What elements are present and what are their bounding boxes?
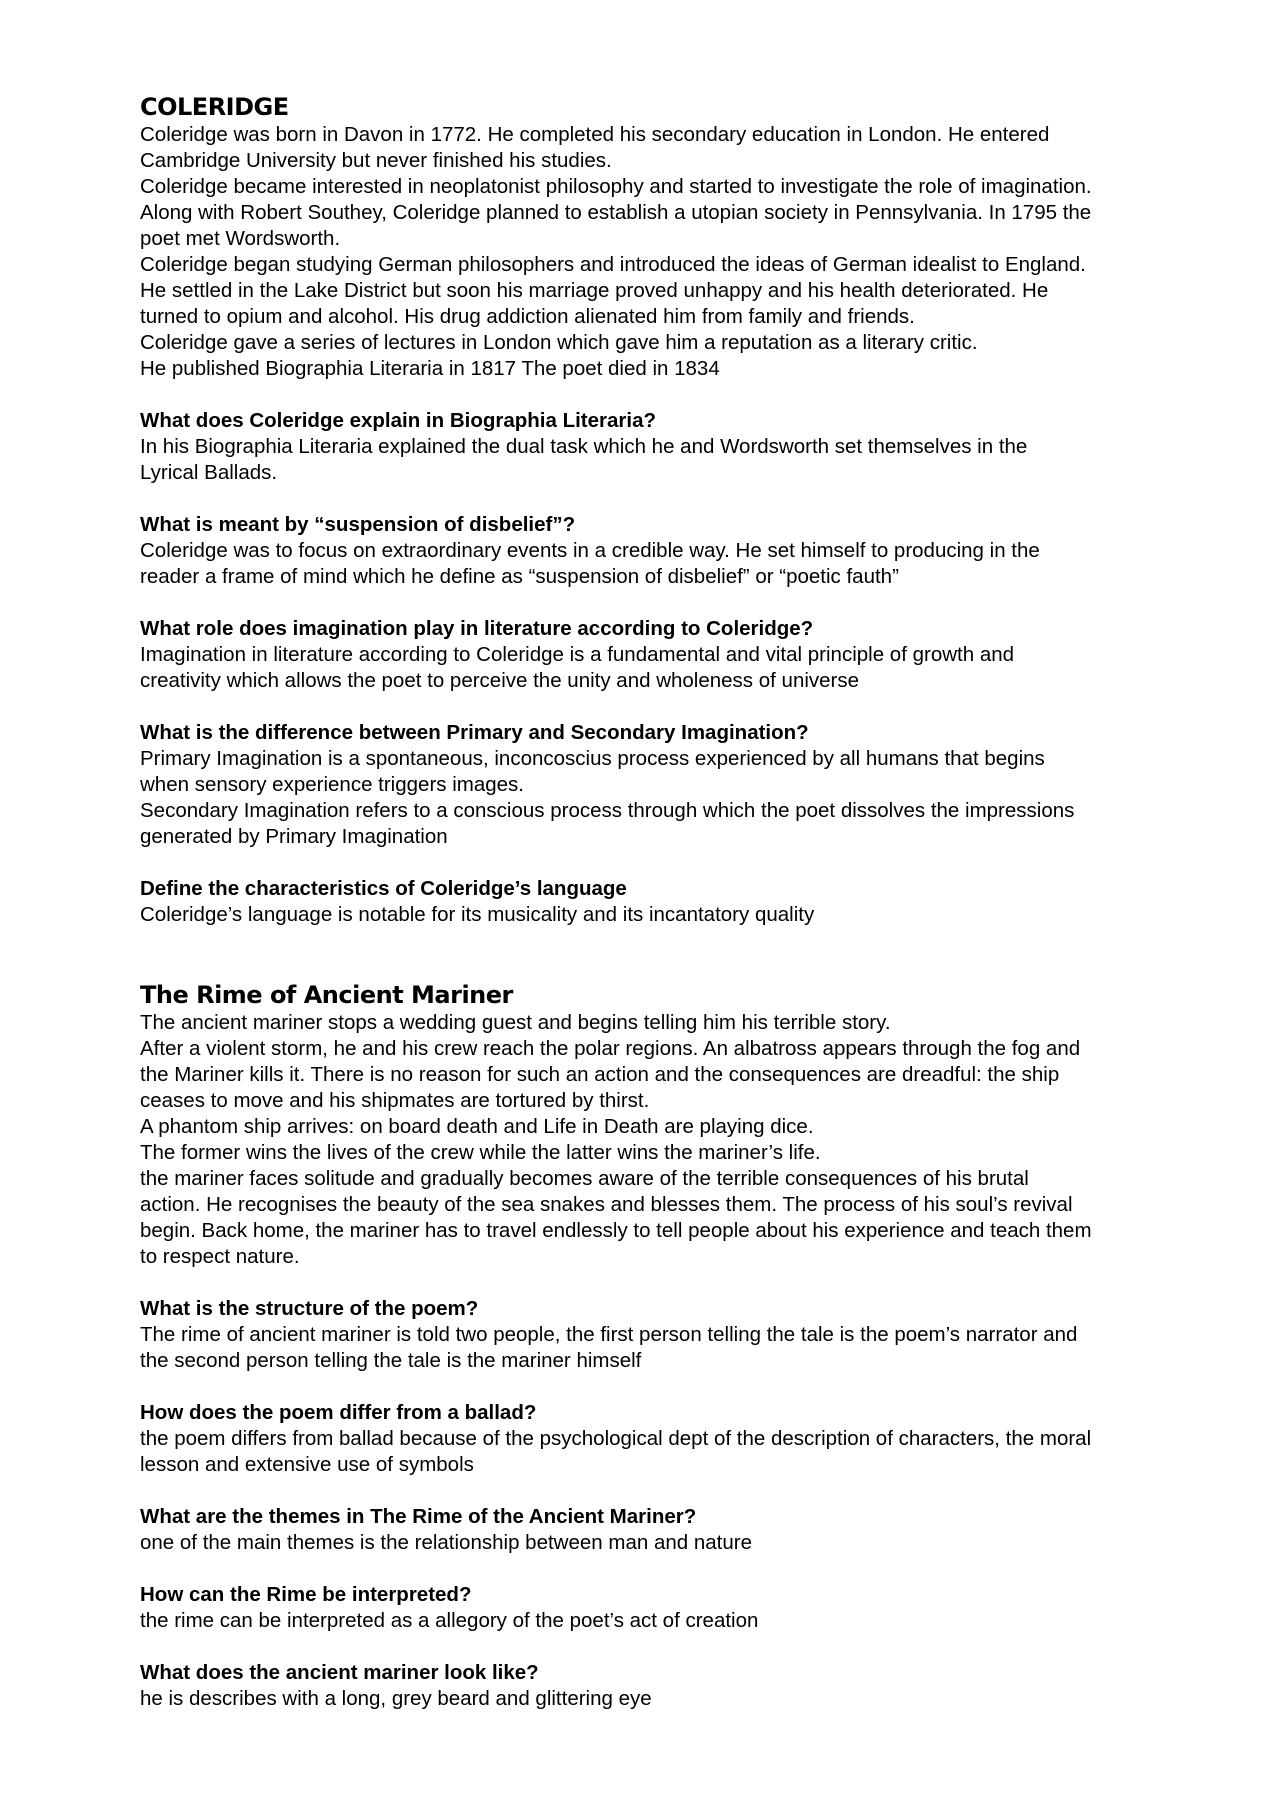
qa-block xyxy=(140,408,1200,486)
intro-line: ceases to move and his shipmates are tortured by thirst. xyxy=(140,1089,650,1112)
answer-line: the poem differs from ballad because of the psychological dept of the description of characters, the moral xyxy=(140,1427,1092,1450)
intro-line: After a violent storm, he and his crew reach the polar regions. An albatross appears through the fog and xyxy=(140,1037,1081,1060)
document-page xyxy=(140,88,1200,1712)
qa-block xyxy=(140,1504,1200,1556)
question: What are the themes in The Rime of the Ancient Mariner? xyxy=(140,1505,697,1528)
answer-line: the rime can be interpreted as a allegory of the poet’s act of creation xyxy=(140,1609,759,1632)
question: What is meant by “suspension of disbelief”? xyxy=(140,513,576,536)
qa-block xyxy=(140,1582,1200,1634)
qa-block xyxy=(140,720,1200,850)
intro-line: begin. Back home, the mariner has to travel endlessly to tell people about his experience and teach them xyxy=(140,1219,1092,1242)
answer-line: Imagination in literature according to Coleridge is a fundamental and vital principle of growth and xyxy=(140,643,1015,666)
question: What does Coleridge explain in Biographia Literaria? xyxy=(140,409,657,432)
intro-line: the Mariner kills it. There is no reason for such an action and the consequences are dreadful: the ship xyxy=(140,1063,1060,1086)
qa-block xyxy=(140,616,1200,694)
question: What is the structure of the poem? xyxy=(140,1297,479,1320)
answer-line: reader a frame of mind which he define as “suspension of disbelief” or “poetic fauth” xyxy=(140,565,899,588)
intro-line: the mariner faces solitude and gradually becomes aware of the terrible consequences of his brutal xyxy=(140,1167,1029,1190)
qa-block xyxy=(140,876,1200,928)
intro-line: The ancient mariner stops a wedding guest and begins telling him his terrible story. xyxy=(140,1011,891,1034)
question: What role does imagination play in literature according to Coleridge? xyxy=(140,617,814,640)
intro-line: He published Biographia Literaria in 1817 The poet died in 1834 xyxy=(140,357,720,380)
intro-line: A phantom ship arrives: on board death and Life in Death are playing dice. xyxy=(140,1115,814,1138)
answer-line: In his Biographia Literaria explained the dual task which he and Wordsworth set themselves in the xyxy=(140,435,1028,458)
qa-block xyxy=(140,1660,1200,1712)
question: What does the ancient mariner look like? xyxy=(140,1661,539,1684)
section-title: COLERIDGE xyxy=(140,93,289,121)
intro-line: Cambridge University but never finished his studies. xyxy=(140,149,612,172)
section-coleridge xyxy=(140,92,1200,928)
qa-block xyxy=(140,512,1200,590)
answer-line: The rime of ancient mariner is told two people, the first person telling the tale is the poem’s narrator and xyxy=(140,1323,1078,1346)
intro-line: Coleridge was born in Davon in 1772. He completed his secondary education in London. He entered xyxy=(140,123,1050,146)
intro-line: to respect nature. xyxy=(140,1245,300,1268)
intro-line: turned to opium and alcohol. His drug addiction alienated him from family and friends. xyxy=(140,305,915,328)
intro-line: He settled in the Lake District but soon his marriage proved unhappy and his health deteriorated. He xyxy=(140,279,1049,302)
answer-line: one of the main themes is the relationship between man and nature xyxy=(140,1531,752,1554)
question: What is the difference between Primary and Secondary Imagination? xyxy=(140,721,809,744)
question: How does the poem differ from a ballad? xyxy=(140,1401,537,1424)
answer-line: when sensory experience triggers images. xyxy=(140,773,524,796)
intro-line: Coleridge began studying German philosophers and introduced the ideas of German idealist to England. xyxy=(140,253,1086,276)
intro-line: Along with Robert Southey, Coleridge planned to establish a utopian society in Pennsylvania. In 1795 the xyxy=(140,201,1092,224)
question: How can the Rime be interpreted? xyxy=(140,1583,472,1606)
intro-line: Coleridge gave a series of lectures in London which gave him a reputation as a literary critic. xyxy=(140,331,978,354)
answer-line: creativity which allows the poet to perceive the unity and wholeness of universe xyxy=(140,669,860,692)
intro-line: poet met Wordsworth. xyxy=(140,227,341,250)
qa-block xyxy=(140,1296,1200,1374)
answer-line: Lyrical Ballads. xyxy=(140,461,278,484)
answer-line: the second person telling the tale is the mariner himself xyxy=(140,1349,642,1372)
intro-line: The former wins the lives of the crew while the latter wins the mariner’s life. xyxy=(140,1141,821,1164)
question: Define the characteristics of Coleridge’s language xyxy=(140,877,627,900)
qa-block xyxy=(140,1400,1200,1478)
answer-line: Primary Imagination is a spontaneous, inconcoscius process experienced by all humans that begins xyxy=(140,747,1045,770)
answer-line: lesson and extensive use of symbols xyxy=(140,1453,474,1476)
answer-line: Coleridge was to focus on extraordinary events in a credible way. He set himself to producing in the xyxy=(140,539,1040,562)
section-rime xyxy=(140,980,1200,1712)
section-title: The Rime of Ancient Mariner xyxy=(140,981,513,1009)
answer-line: generated by Primary Imagination xyxy=(140,825,448,848)
section-intro xyxy=(140,1010,1200,1270)
intro-line: Coleridge became interested in neoplatonist philosophy and started to investigate the role of imagination. xyxy=(140,175,1092,198)
section-intro xyxy=(140,122,1200,382)
answer-line: Coleridge’s language is notable for its musicality and its incantatory quality xyxy=(140,903,815,926)
answer-line: he is describes with a long, grey beard and glittering eye xyxy=(140,1687,652,1710)
answer-line: Secondary Imagination refers to a conscious process through which the poet dissolves the impressions xyxy=(140,799,1075,822)
intro-line: action. He recognises the beauty of the sea snakes and blesses them. The process of his soul’s revival xyxy=(140,1193,1073,1216)
